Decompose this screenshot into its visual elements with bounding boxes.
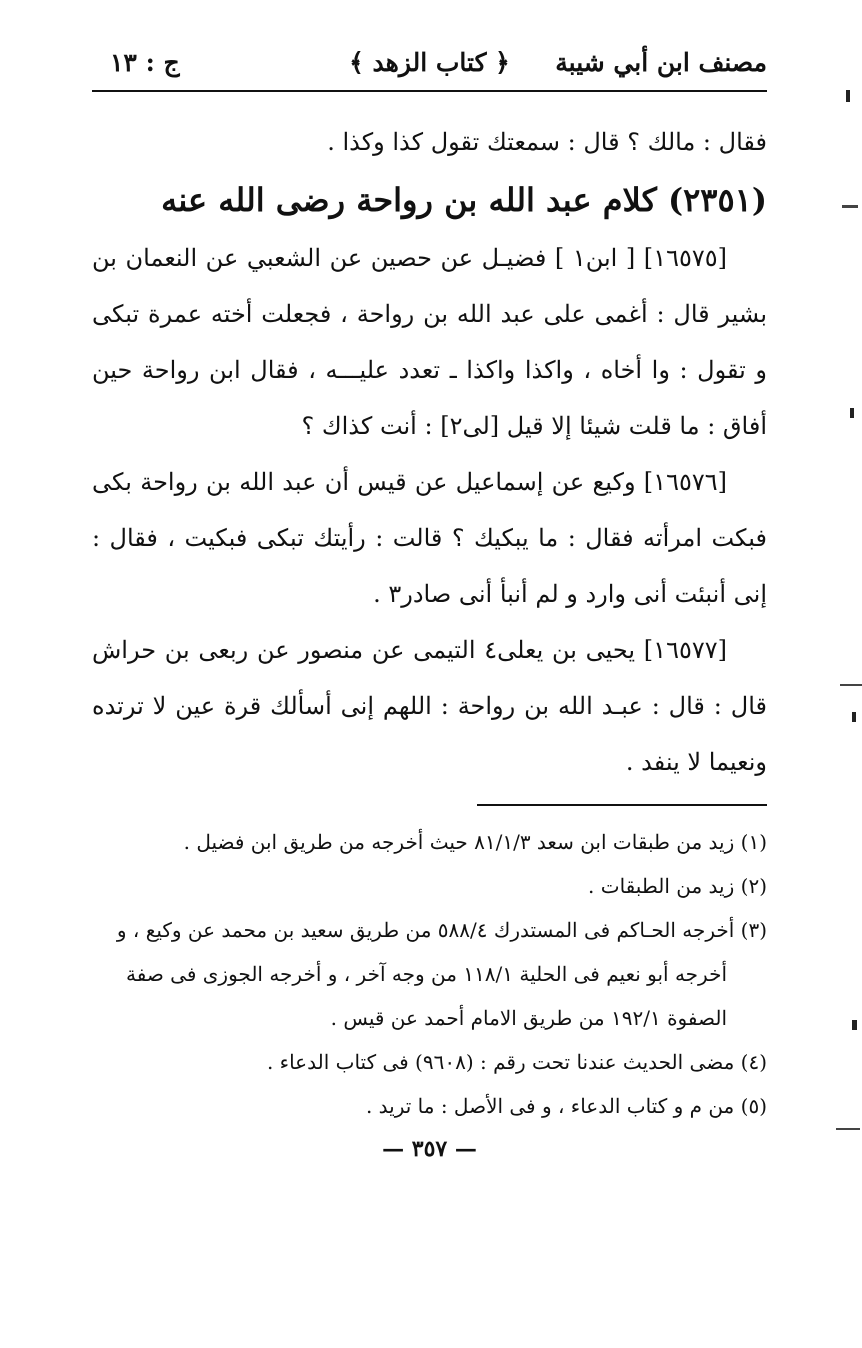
hadith-16576: [١٦٥٧٦] وكيع عن إسماعيل عن قيس أن عبد الله بن رواحة بكى فبكت امرأته فقال : ما يبكيك ؟ قالت : رأيتك تبكى فبكيت ، فقال : إنى أنبئت أنى وارد و لم أنبأ أنى صادر٣ . [92, 468, 767, 608]
book-title: مصنف ابن أبي شيبة [555, 48, 767, 77]
footnote-5: (٥) من م و كتاب الدعاء ، و فى الأصل : ما تريد . [365, 1094, 767, 1118]
scan-mark [842, 205, 858, 208]
paragraph-continuation: فقال : مالك ؟ قال : سمعتك تقول كذا وكذا . [327, 128, 767, 156]
volume-number: ج : ١٣ [110, 48, 180, 77]
chapter-title: ﴿ كتاب الزهد ﴾ [349, 48, 510, 77]
running-header [92, 40, 767, 92]
footnote-1: (١) زيد من طبقات ابن سعد ٨١/١/٣ حيث أخرجه من طريق ابن فضيل . [183, 830, 767, 854]
footnotes [92, 820, 767, 1128]
footnote-3: (٣) أخرجه الحـاكم فى المستدرك ٥٨٨/٤ من طريق سعيد بن محمد عن وكيع ، و أخرجه أبو نعيم فى الحلية ١١٨/١ من وجه آخر ، و أخرجه الجوزى فى صفة الصفوة ١٩٢/١ من طريق الامام أحمد عن قيس . [116, 918, 767, 1030]
scan-mark [850, 408, 854, 418]
footnote-2: (٢) زيد من الطبقات . [588, 874, 767, 898]
footnote-4: (٤) مضى الحديث عندنا تحت رقم : (٩٦٠٨) فى كتاب الدعاء . [266, 1050, 767, 1074]
section-heading: (٢٣٥١) كلام عبد الله بن رواحة رضى الله عنه [161, 181, 767, 219]
page [92, 40, 767, 1162]
scan-mark [852, 1020, 857, 1030]
hadith-16575: [١٦٥٧٥] [ ابن١ ] فضيـل عن حصين عن الشعبي عن النعمان بن بشير قال : أغمى على عبد الله بن رواحة ، فجعلت أخته عمرة تبكى و تقول : وا أخاه ، واكذا واكذا ـ تعدد عليـــه ، فقال ابن رواحة حين أفاق : ما قلت شيئا إلا قيل [لى٢] : أنت كذاك ؟ [92, 244, 767, 440]
main-text [92, 114, 767, 790]
footnote-separator [477, 804, 767, 806]
page-number: — ٣٥٧ — [382, 1136, 477, 1162]
scan-mark [840, 684, 862, 686]
scan-mark [846, 90, 850, 102]
scan-mark [852, 712, 856, 722]
hadith-16577: [١٦٥٧٧] يحيى بن يعلى٤ التيمى عن منصور عن ربعى بن حراش قال : قال : عبـد الله بن رواحة : اللهم إنى أسألك قرة عين لا ترتده ونعيما لا ينفد . [92, 636, 767, 776]
scan-mark [836, 1128, 860, 1130]
